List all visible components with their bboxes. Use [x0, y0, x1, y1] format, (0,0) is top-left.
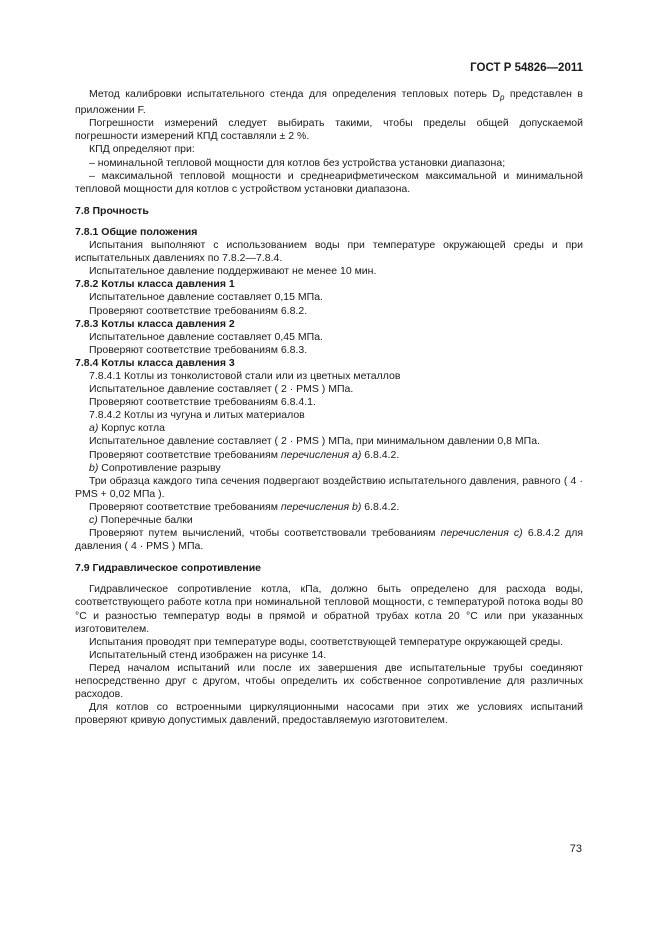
document-body: [75, 88, 583, 727]
paragraph: Проверяют соответствие требованиям 6.8.4.1.: [89, 396, 316, 409]
paragraph-text: 6.8.4.2 для давления ( 4 · PMS ) МПа.: [75, 527, 584, 553]
paragraph: КПД определяют при:: [89, 143, 195, 156]
subscript: p: [499, 93, 505, 103]
paragraph-text: Проверяют соответствие требованиям: [89, 448, 281, 461]
paragraph: [75, 527, 583, 553]
paragraph: Испытательный стенд изображен на рисунке 14.: [89, 648, 327, 661]
section-heading: 7.9 Гидравлическое сопротивление: [75, 562, 262, 575]
paragraph-text: Проверяют путем вычислений, чтобы соответствовали требованиям: [89, 527, 441, 540]
paragraph: Проверяют соответствие требованиям 6.8.2.: [89, 304, 308, 317]
subsection-heading: 7.8.3 Котлы класса давления 2: [75, 317, 235, 330]
paragraph: Проверяют соответствие требованиям 6.8.3.: [89, 343, 308, 356]
list-marker: c): [89, 514, 98, 526]
paragraph-text: Проверяют соответствие требованиям: [89, 500, 281, 513]
subsection-heading: 7.8.4 Котлы класса давления 3: [75, 356, 235, 369]
paragraph-text: Поперечные балки: [97, 514, 193, 526]
list-marker: a): [89, 422, 99, 435]
paragraph: Три образца каждого типа сечения подвергают воздействию испытательного давления, равного ( 4 · PMS + 0,02 МПа ).: [75, 474, 583, 500]
paragraph: Гидравлическое сопротивление котла, кПа, должно быть определено для расхода воды, соответствующего работе котла при номинальной тепловой мощности, с температурой потока воды 80 °С и разностью температур воды в прямой и обратной трубах котла 20 °С или при указанных изготовителем.: [75, 583, 583, 635]
paragraph-text: 6.8.4.2.: [361, 500, 400, 513]
subsection-heading: 7.8.1 Общие положения: [75, 225, 198, 238]
subsection-heading: 7.8.2 Котлы класса давления 1: [75, 278, 235, 291]
list-item: [75, 422, 583, 435]
paragraph: [75, 501, 583, 514]
list-item: – максимальной тепловой мощности и среднеарифметическом максимальной и минимальной тепловой мощности для котлов с устройством установки диапазона.: [75, 169, 583, 195]
paragraph: Перед началом испытаний или после их завершения две испытательные трубы соединяют непосредственно друг с другом, чтобы определить их собственное сопротивление для различных расходов.: [75, 661, 583, 701]
paragraph-text: представлен в приложении F.: [75, 88, 584, 117]
paragraph-text: 6.8.4.2.: [361, 448, 400, 461]
reference: перечисления с): [440, 527, 523, 540]
paragraph: Испытательное давление составляет ( 2 · PMS ) МПа, при минимальном давлении 0,8 МПа.: [89, 435, 540, 448]
list-item: [75, 462, 583, 475]
paragraph: Испытательное давление составляет ( 2 · PMS ) МПа.: [89, 383, 354, 396]
paragraph-text: Метод калибровки испытательного стенда для определения тепловых потерь D: [89, 88, 500, 100]
paragraph: 7.8.4.1 Котлы из тонколистовой стали или из цветных металлов: [89, 369, 401, 382]
paragraph: Погрешности измерений следует выбирать такими, чтобы пределы общей допускаемой погрешности измерений КПД составляли ± 2 %.: [75, 117, 583, 143]
paragraph: Испытательное давление составляет 0,45 МПа.: [89, 330, 323, 343]
paragraph: Для котлов со встроенными циркуляционными насосами при этих же условиях испытаний проверяют кривую допустимых давлений, предоставляемую изготовителем.: [75, 701, 583, 727]
section-heading: 7.8 Прочность: [75, 204, 149, 217]
paragraph-text: Корпус котла: [98, 422, 165, 435]
paragraph: 7.8.4.2 Котлы из чугуна и литых материалов: [89, 409, 305, 422]
paragraph: Испытательное давление составляет 0,15 МПа.: [89, 291, 323, 304]
paragraph: Испытательное давление поддерживают не менее 10 мин.: [89, 265, 377, 278]
document-header: ГОСТ Р 54826—2011: [470, 62, 583, 74]
paragraph: [75, 449, 583, 462]
paragraph: Испытания выполняют с использованием воды при температуре окружающей среды и при испытательных давлениях по 7.8.2—7.8.4.: [75, 239, 583, 265]
paragraph: Испытания проводят при температуре воды, соответствующей температуре окружающей среды.: [89, 635, 564, 648]
list-item: – номинальной тепловой мощности для котлов без устройства установки диапазона;: [89, 156, 506, 169]
paragraph: [75, 88, 583, 117]
list-item: [75, 514, 583, 527]
reference: перечисления b): [280, 500, 362, 513]
reference: перечисления а): [280, 448, 362, 461]
list-marker: b): [89, 461, 99, 474]
paragraph-text: Сопротивление разрыву: [98, 461, 221, 474]
page-number: 73: [569, 843, 582, 855]
